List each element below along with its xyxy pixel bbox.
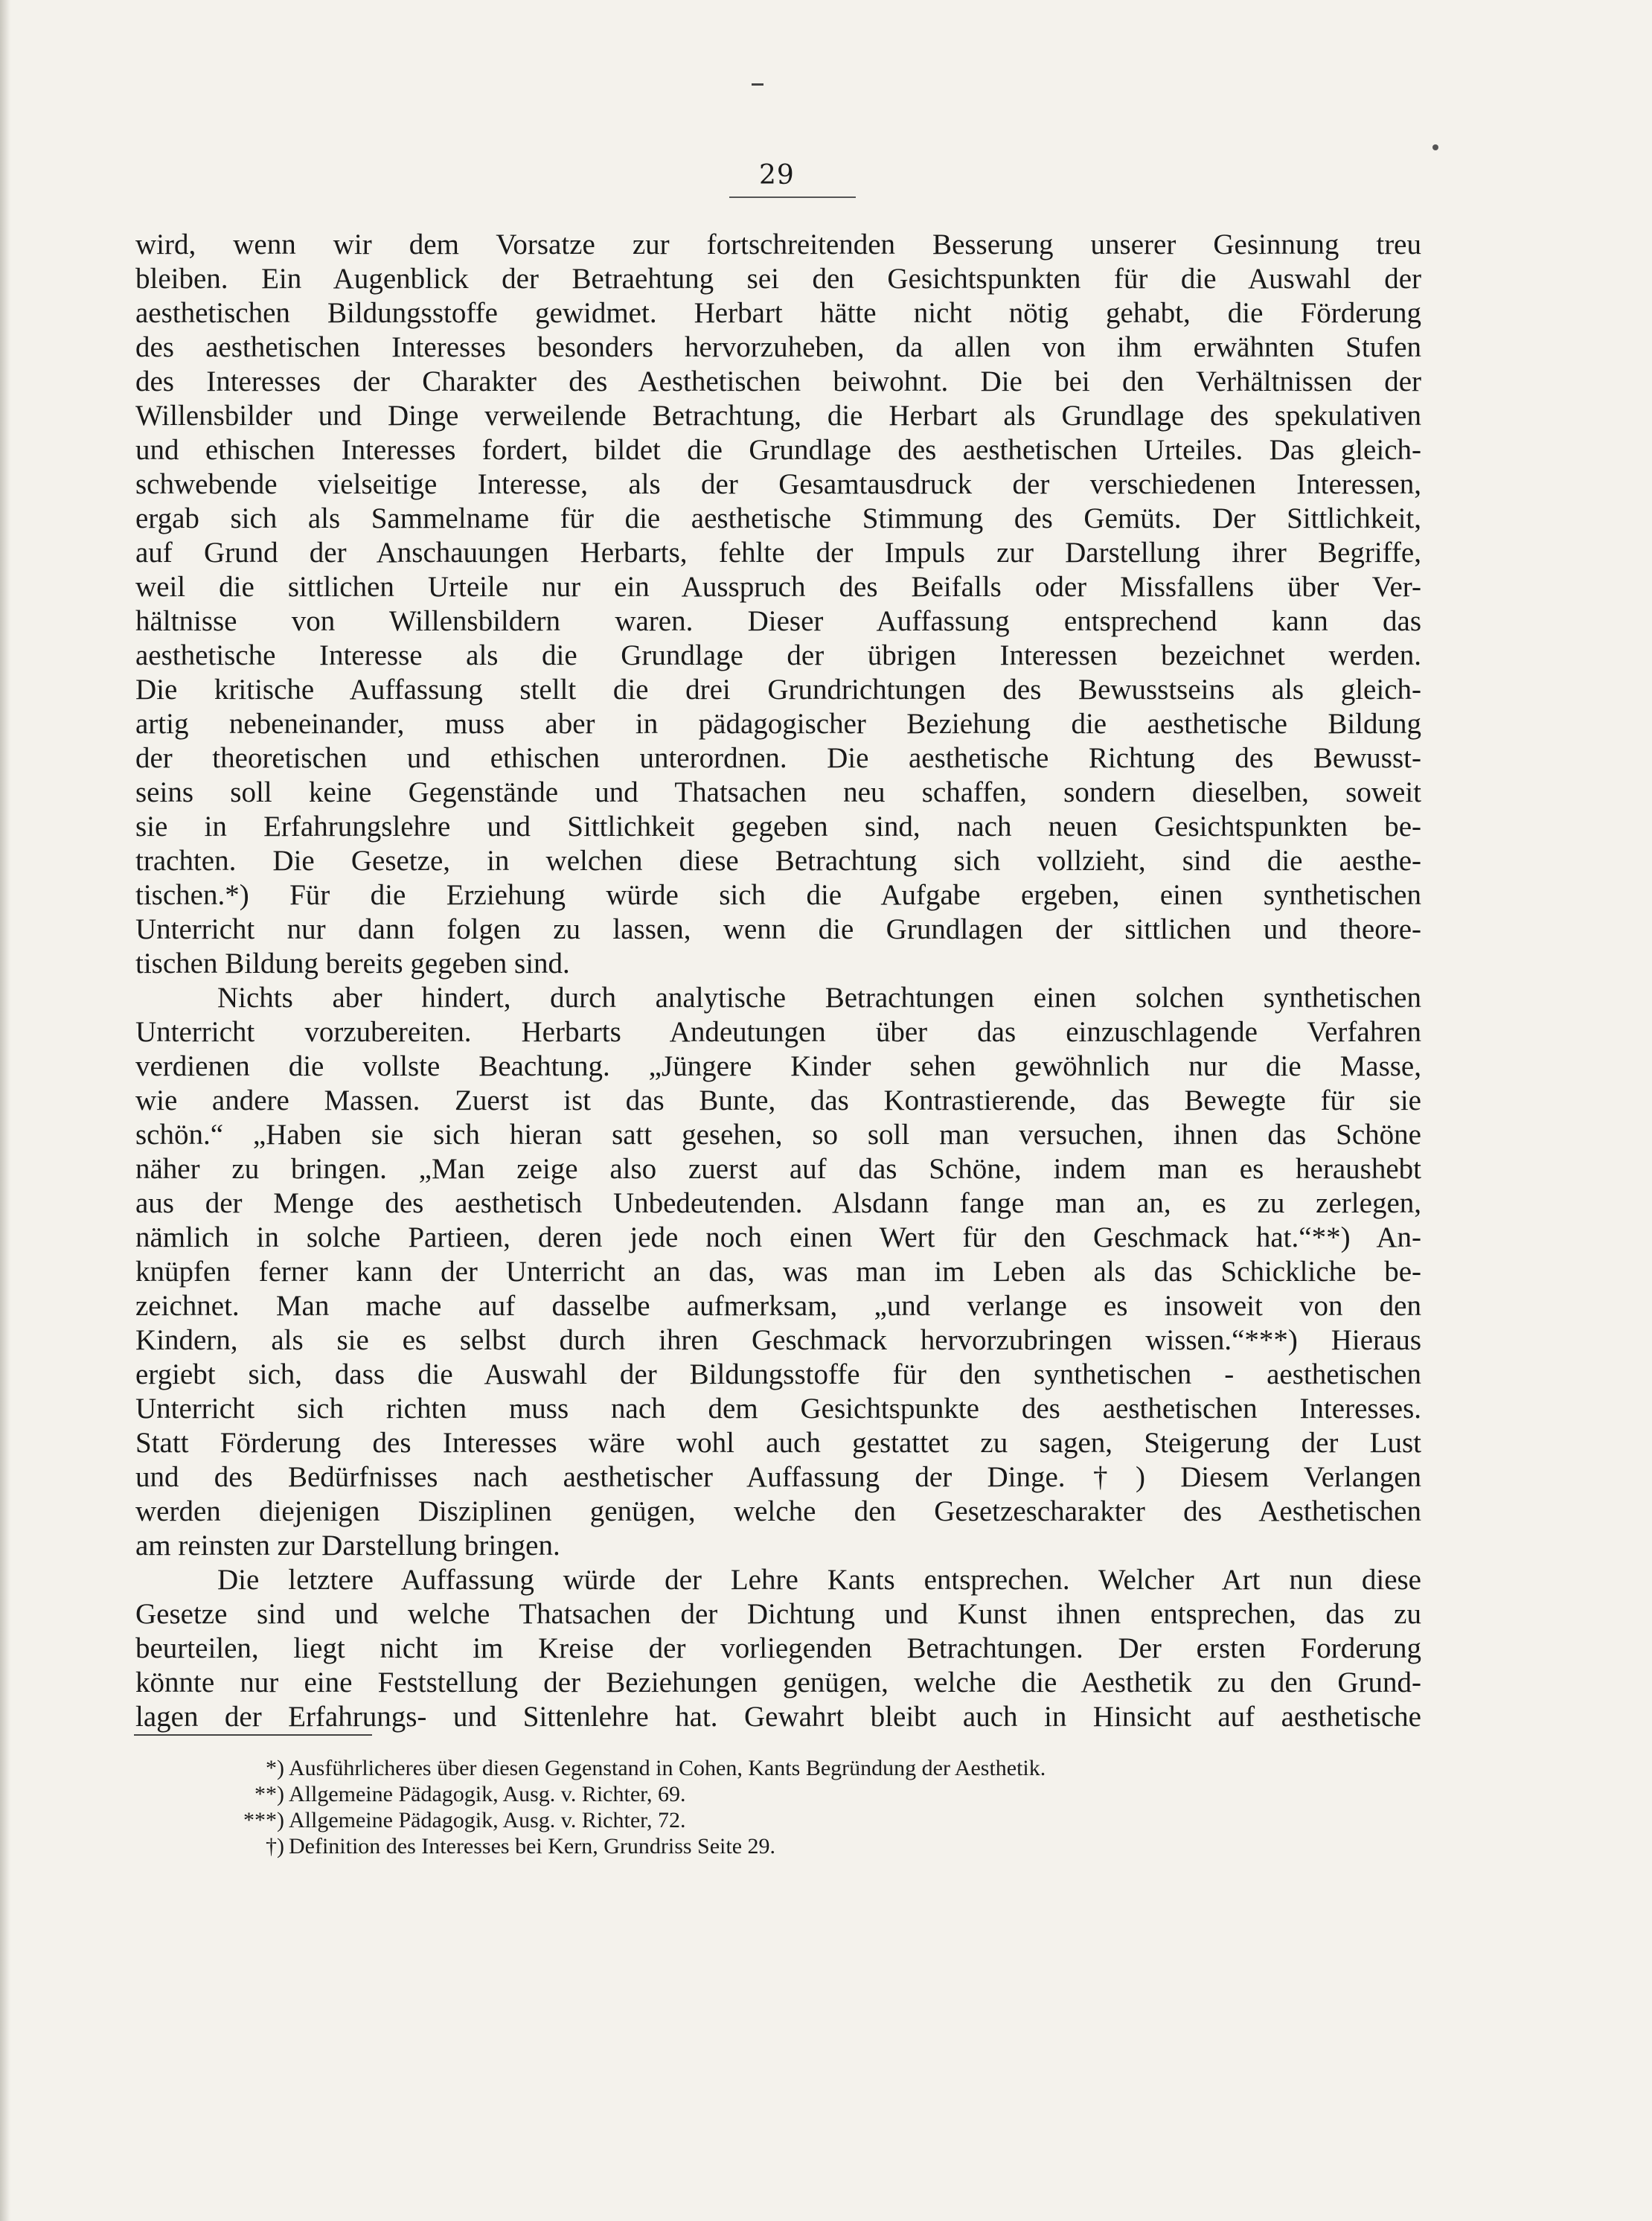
footnote-text: Definition des Interesses bei Kern, Grundriss Seite 29. xyxy=(289,1834,776,1859)
footnote-mark: *) xyxy=(266,1756,284,1780)
text-line: tischen Bildung bereits gegeben sind. xyxy=(135,947,570,980)
text-line: Nichts aber hindert, durch analytische Betrachtungen einen solchen synthetischen xyxy=(217,982,1421,1014)
text-line: ergab sich als Sammelname für die aesthetische Stimmung des Gemüts. Der Sittlichkeit, xyxy=(135,502,1421,534)
text-line: könnte nur eine Feststellung der Beziehungen genügen, welche die Aesthetik zu den Grund- xyxy=(135,1666,1421,1698)
text-line: Unterricht sich richten muss nach dem Gesichtspunkte des aesthetischen Interesses. xyxy=(135,1393,1421,1425)
footnote-text: Allgemeine Pädagogik, Ausg. v. Richter, 69. xyxy=(289,1782,686,1806)
text-line: hältnisse von Willensbildern waren. Dieser Auffassung entsprechend kann das xyxy=(135,605,1421,637)
footnotes xyxy=(223,1755,1302,1859)
text-line: bleiben. Ein Augenblick der Betraehtung sei den Gesichtspunkten für die Auswahl der xyxy=(135,263,1421,295)
text-line: weil die sittlichen Urteile nur ein Ausspruch des Beifalls oder Missfallens über Ver- xyxy=(135,571,1421,603)
scan-edge xyxy=(0,0,10,2221)
page-number: 29 xyxy=(759,160,795,191)
text-line: des aesthetischen Interesses besonders hervorzuheben, da allen von ihm erwähnten Stufen xyxy=(135,331,1421,363)
footnote xyxy=(223,1833,1302,1859)
text-line: aus der Menge des aesthetisch Unbedeutenden. Alsdann fange man an, es zu zerlegen, xyxy=(135,1187,1421,1219)
text-line: beurteilen, liegt nicht im Kreise der vorliegenden Betrachtungen. Der ersten Forderung xyxy=(135,1632,1421,1664)
text-line: am reinsten zur Darstellung bringen. xyxy=(135,1530,560,1562)
text-line: nämlich in solche Partieen, deren jede noch einen Wert für den Geschmack hat.“**) An- xyxy=(135,1221,1421,1253)
text-line: seins soll keine Gegenstände und Thatsachen neu schaffen, sondern dieselben, soweit xyxy=(135,776,1421,808)
text-line: Kindern, als sie es selbst durch ihren Geschmack hervorzubringen wissen.“***) Hieraus xyxy=(135,1324,1421,1356)
text-line: tischen.*) Für die Erziehung würde sich die Aufgabe ergeben, einen synthetischen xyxy=(135,879,1421,911)
text-line: lagen der Erfahrungs- und Sittenlehre hat. Gewahrt bleibt auch in Hinsicht auf aesthetische xyxy=(135,1701,1421,1733)
text-line: und des Bedürfnisses nach aesthetischer Auffassung der Dinge.†) Diesem Verlangen xyxy=(135,1461,1421,1493)
text-line: des Interesses der Charakter des Aesthetischen beiwohnt. Die bei den Verhältnissen der xyxy=(135,365,1421,397)
text-line: Die letztere Auffassung würde der Lehre Kants entsprechen. Welcher Art nun diese xyxy=(217,1564,1421,1596)
text-line: wie andere Massen. Zuerst ist das Bunte, das Kontrastierende, das Bewegte für sie xyxy=(135,1084,1421,1116)
footnote-text: Ausführlicheres über diesen Gegenstand in Cohen, Kants Begründung der Aesthetik. xyxy=(289,1756,1046,1780)
footnote-rule xyxy=(134,1734,372,1736)
text-line: aesthetischen Bildungsstoffe gewidmet. Herbart hätte nicht nötig gehabt, die Förderung xyxy=(135,297,1421,329)
text-line: auf Grund der Anschauungen Herbarts, fehlte der Impuls zur Darstellung ihrer Begriffe, xyxy=(135,537,1421,569)
header-rule xyxy=(729,196,856,198)
text-line: verdienen die vollste Beachtung. „Jüngere Kinder sehen gewöhnlich nur die Masse, xyxy=(135,1050,1421,1082)
text-line: werden diejenigen Disziplinen genügen, welche den Gesetzescharakter des Aesthetischen xyxy=(135,1495,1421,1527)
text-line: Unterricht nur dann folgen zu lassen, wenn die Grundlagen der sittlichen und theore- xyxy=(135,913,1421,945)
footnote-mark: ***) xyxy=(243,1808,284,1832)
footnote xyxy=(223,1807,1302,1833)
text-line: artig nebeneinander, muss aber in pädagogischer Beziehung die aesthetische Bildung xyxy=(135,708,1421,740)
speck-mark xyxy=(1432,144,1438,150)
footnote-mark: **) xyxy=(254,1782,284,1806)
text-line: sie in Erfahrungslehre und Sittlichkeit gegeben sind, nach neuen Gesichtspunkten be- xyxy=(135,811,1421,843)
footnote xyxy=(223,1781,1302,1807)
text-line: aesthetische Interesse als die Grundlage der übrigen Interessen bezeichnet werden. xyxy=(135,639,1421,671)
text-line: ergiebt sich, dass die Auswahl der Bildungsstoffe für den synthetischen - aesthetischen xyxy=(135,1358,1421,1390)
footnote-mark: †) xyxy=(266,1834,284,1859)
footnote-text: Allgemeine Pädagogik, Ausg. v. Richter, 72. xyxy=(289,1808,686,1832)
text-line: Willensbilder und Dinge verweilende Betrachtung, die Herbart als Grundlage des spekulativen xyxy=(135,400,1421,432)
text-line: zeichnet. Man mache auf dasselbe aufmerksam, „und verlange es insoweit von den xyxy=(135,1290,1421,1322)
text-line: trachten. Die Gesetze, in welchen diese Betrachtung sich vollzieht, sind die aesthe- xyxy=(135,845,1421,877)
text-line: schwebende vielseitige Interesse, als der Gesamtausdruck der verschiedenen Interessen, xyxy=(135,468,1421,500)
body-text xyxy=(135,228,1421,1734)
text-line: wird, wenn wir dem Vorsatze zur fortschreitenden Besserung unserer Gesinnung treu xyxy=(135,229,1421,261)
text-line: Gesetze sind und welche Thatsachen der Dichtung und Kunst ihnen entsprechen, das zu xyxy=(135,1598,1421,1630)
text-line: Die kritische Auffassung stellt die drei Grundrichtungen des Bewusstseins als gleich- xyxy=(135,674,1421,706)
text-line: der theoretischen und ethischen unterordnen. Die aesthetische Richtung des Bewusst- xyxy=(135,742,1421,774)
text-line: Statt Förderung des Interesses wäre wohl auch gestattet zu sagen, Steigerung der Lust xyxy=(135,1427,1421,1459)
text-line: Unterricht vorzubereiten. Herbarts Andeutungen über das einzuschlagende Verfahren xyxy=(135,1016,1421,1048)
top-mark xyxy=(752,83,763,86)
text-line: knüpfen ferner kann der Unterricht an das, was man im Leben als das Schickliche be- xyxy=(135,1256,1421,1288)
text-line: näher zu bringen. „Man zeige also zuerst auf das Schöne, indem man es heraushebt xyxy=(135,1153,1421,1185)
text-line: und ethischen Interesses fordert, bildet die Grundlage des aesthetischen Urteiles. Das gleich- xyxy=(135,434,1421,466)
text-line: schön.“ „Haben sie sich hieran satt gesehen, so soll man versuchen, ihnen das Schöne xyxy=(135,1119,1421,1151)
footnote xyxy=(223,1755,1302,1781)
